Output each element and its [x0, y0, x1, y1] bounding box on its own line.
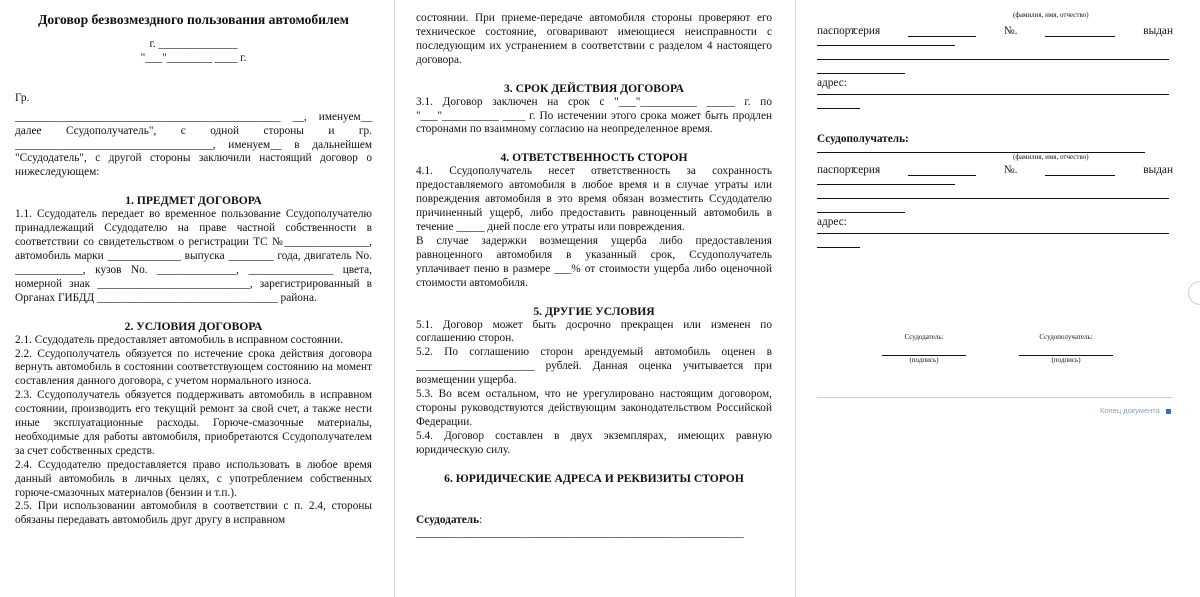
issued-line-2: [817, 185, 1169, 199]
end-of-document-marker: [1100, 406, 1171, 415]
signature-label-borrower: Ссудополучатель:: [1039, 333, 1093, 341]
page-column-2: [416, 0, 772, 541]
section-5-heading: 5. ДРУГИЕ УСЛОВИЯ: [533, 304, 655, 318]
clause-2-1: 2.1. Ссудодатель предоставляет автомобиль в исправном состоянии.: [15, 333, 344, 346]
clause-4-1: 4.1. Ссудополучатель несет ответственность за сохранность предоставляемого автомобиля в любое время и в случае утраты или повреждения автомобиля в это время обязан возместить Ссудодателю причиненный ущерб, либо предоставить равноценный автомобиль в течение _____ дней после его утраты или повреждения.: [416, 165, 772, 233]
series-blank: [908, 25, 976, 37]
number-label: №.: [1003, 25, 1018, 37]
page-column-1: [15, 0, 372, 528]
address-line-1: [817, 230, 1169, 234]
document-title: Договор безвозмездного пользования автомобилем: [38, 12, 349, 27]
city-line: г. ______________: [149, 38, 238, 50]
number-blank: [1045, 164, 1115, 176]
passport-row-borrower: [817, 164, 1173, 178]
address-line-2: [817, 234, 860, 248]
signature-label-lender: Ссудодатель:: [904, 333, 944, 341]
series-label: серия: [853, 163, 881, 176]
issued-label: выдан: [1143, 25, 1173, 37]
scroll-arrow-button[interactable]: [1188, 281, 1200, 305]
end-of-document-label: Конец документа: [1100, 406, 1160, 415]
end-square-icon: [1166, 409, 1171, 414]
clause-3-1: 3.1. Договор заключен на срок с "___"__________ _____ г. по "___"__________ ____ г. По истечении этого срока может быть продлен сторонами по взаимному согласию на неопределенное время.: [416, 95, 772, 136]
section-6-heading: 6. ЮРИДИЧЕСКИЕ АДРЕСА И РЕКВИЗИТЫ СТОРОН: [444, 471, 744, 485]
clause-4-2: В случае задержки возмещения ущерба либо предоставления равноценного автомобиля в указанный срок, Ссудополучатель уплачивает пеню в размере ___% от стоимости ущерба либо оценочной стоимости автомобиля.: [416, 234, 772, 289]
borrower-label: Ссудополучатель:: [817, 132, 909, 145]
address-label-lender: адрес:: [817, 76, 847, 89]
signature-block-borrower: [1019, 333, 1113, 365]
signature-line-lender: [882, 342, 966, 356]
clause-2-2: 2.2. Ссудополучатель обязуется по истечение срока действия договора вернуть автомобиль в состоянии соответствующем состоянию на момент составления данного договора, с учетом нормального износа.: [15, 347, 372, 388]
lender-colon: :: [479, 513, 483, 526]
lender-name-line: __________________________________________________________: [416, 527, 744, 540]
preamble-paragraph: _______________________________________________ __, именуем__ далее Ссудополучатель", с одной стороны и гр. ___________________________________, именуем__ в дальнейшем "Ссудодатель", с другой стороны заключили настоящий договор о нижеследующем:: [15, 110, 372, 179]
number-label: №.: [1003, 163, 1018, 176]
address-label-borrower: адрес:: [817, 215, 847, 228]
issued-line-1: [817, 178, 955, 185]
date-line: "___"________ ____ г.: [140, 51, 247, 64]
column-divider-right: [795, 0, 796, 597]
section-1-heading: 1. ПРЕДМЕТ ДОГОВОРА: [125, 194, 262, 208]
lender-heading: [416, 514, 772, 528]
clause-5-3: 5.3. Во всем остальном, что не урегулировано настоящим договором, стороны руководствуются действующим законодательством Российской Федерации.: [416, 388, 772, 428]
section-4-heading: 4. ОТВЕТСТВЕННОСТЬ СТОРОН: [500, 151, 688, 165]
number-blank: [1045, 25, 1115, 37]
clause-5-2: 5.2. По соглашению сторон арендуемый автомобиль оценен в _____________________ рублей. Данная оценка учитывается при возмещении ущерба.: [416, 346, 772, 387]
clause-1-1: 1.1. Ссудодатель передает во временное пользование Ссудополучателю принадлежащий Ссудодателю на праве частной собственности в соответствии со свидетельством о регистрации ТС №_______________, автомобиль марки _____________ выпуска ________ года, двигатель No. ____________, кузов No. ______________, _______________ цвета, номерной знак ___________________________, зарегистрированный в Органах ГИБДД ________________________________ района.: [15, 208, 372, 304]
series-label: серия: [853, 25, 881, 37]
signature-line-borrower: [1019, 342, 1113, 356]
signature-block-lender: [882, 333, 966, 365]
address-line-2: [817, 95, 860, 109]
clause-2-5-continued: состоянии. При приеме-передаче автомобиля стороны проверяют его техническое состояние, оговаривают имеющиеся неисправности с последующим их устранением в соответствии с разделом 4 настоящего договора.: [416, 12, 772, 66]
section-2-heading: 2. УСЛОВИЯ ДОГОВОРА: [124, 319, 263, 333]
clause-2-4: 2.4. Ссудодателю предоставляется право использовать в любое время данный автомобиль в личных целях, с употреблением собственных горюче-смазочных материалов (бензин и т.п.).: [15, 458, 372, 499]
column-divider-left: [394, 0, 395, 597]
signature-note-lender: (подпись): [909, 356, 939, 364]
clause-5-1: 5.1. Договор может быть досрочно прекращен или изменен по соглашению сторон.: [416, 318, 772, 345]
issued-line-3: [817, 60, 905, 74]
end-separator-line: [817, 397, 1173, 398]
clause-5-4: 5.4. Договор составлен в двух экземплярах, имеющих равную юридическую силу.: [416, 429, 772, 456]
passport-row-lender: [817, 25, 1173, 39]
page-column-3: [817, 0, 1173, 248]
passport-label: паспорт: [817, 163, 856, 176]
clause-2-5: 2.5. При использовании автомобиля в соответствии с п. 2.4, стороны обязаны передавать автомобиль друг другу в исправном: [15, 500, 372, 527]
clause-2-3: 2.3. Ссудополучатель обязуется поддерживать автомобиль в исправном состоянии, производить его текущий ремонт за свой счет, а также нести иные эксплуатационные расходы. Горюче-смазочные материалы, необходимые для работы автомобиля, приобретаются Ссудополучателем за счет собственных средств.: [15, 389, 372, 457]
gr-label: Гр.: [15, 91, 30, 104]
passport-label: паспорт: [817, 25, 856, 37]
section-3-heading: 3. СРОК ДЕЙСТВИЯ ДОГОВОРА: [504, 81, 684, 95]
issued-line-2: [817, 46, 1169, 60]
series-blank: [908, 164, 976, 176]
issued-line-3: [817, 199, 905, 213]
fio-note-lender: (фамилия, имя, отчество): [1013, 11, 1089, 19]
issued-label: выдан: [1143, 163, 1173, 176]
fio-note-borrower: (фамилия, имя, отчество): [1013, 152, 1089, 161]
address-line-1: [817, 91, 1169, 95]
lender-label: Ссудодатель: [416, 513, 480, 526]
issued-line-1: [817, 39, 955, 46]
signature-note-borrower: (подпись): [1051, 356, 1081, 364]
borrower-heading: [817, 133, 1173, 147]
